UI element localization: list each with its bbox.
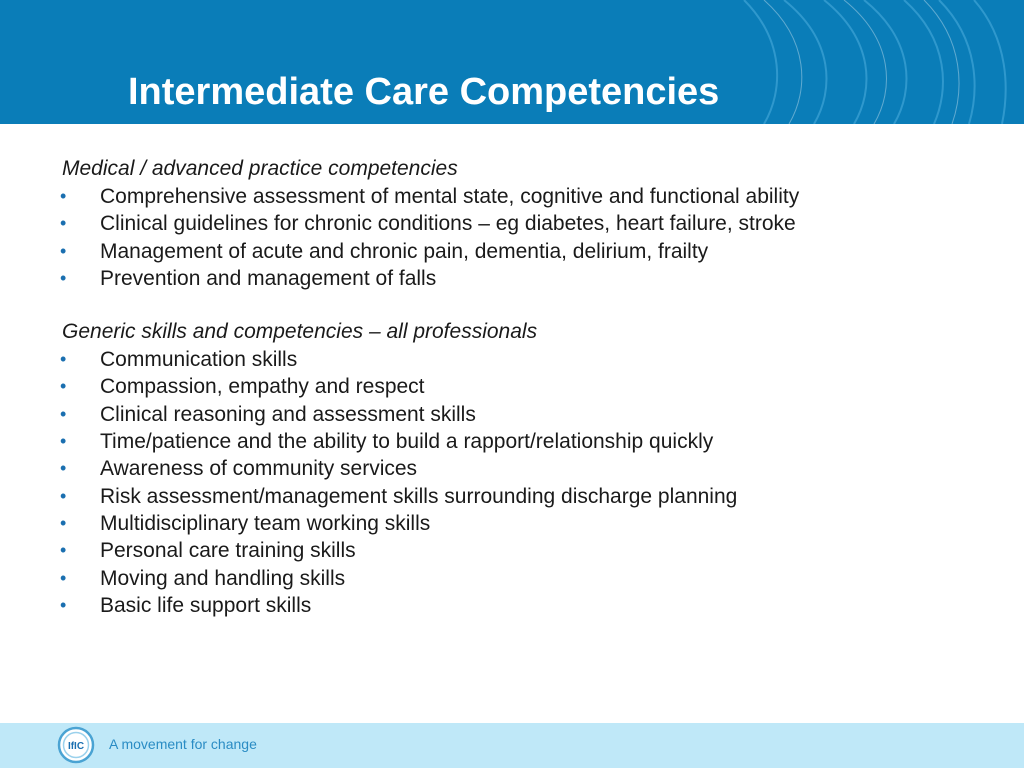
list-item: • Clinical reasoning and assessment skills — [62, 401, 992, 428]
bullet-icon: • — [60, 186, 67, 206]
bullet-icon: • — [60, 540, 67, 561]
ific-logo-icon — [57, 726, 95, 764]
footer-tagline: A movement for change — [109, 736, 257, 752]
bullet-icon: • — [60, 485, 67, 506]
bullet-icon: • — [60, 349, 67, 370]
list-item: • Multidisciplinary team working skills — [62, 510, 992, 537]
section-heading-generic: Generic skills and competencies – all professionals — [62, 320, 538, 344]
list-item: • Comprehensive assessment of mental state, cognitive and functional ability — [62, 183, 992, 210]
bullet-icon: • — [60, 594, 67, 615]
list-item: • Personal care training skills — [62, 537, 992, 564]
list-item: • Clinical guidelines for chronic conditions – eg diabetes, heart failure, stroke — [62, 210, 992, 237]
medical-competencies-list — [62, 183, 992, 292]
bullet-icon: • — [60, 267, 67, 288]
list-item: • Prevention and management of falls — [62, 265, 992, 292]
bullet-icon: • — [60, 240, 67, 261]
list-item: • Communication skills — [62, 346, 992, 373]
bullet-icon: • — [60, 376, 67, 397]
list-item: • Compassion, empathy and respect — [62, 373, 992, 400]
bullet-icon: • — [60, 458, 67, 479]
bullet-icon: • — [60, 431, 67, 452]
generic-skills-list — [62, 346, 992, 619]
list-item: • Awareness of community services — [62, 455, 992, 482]
list-item: • Management of acute and chronic pain, dementia, delirium, frailty — [62, 238, 992, 265]
decorative-swoosh — [724, 0, 1024, 124]
header-banner — [0, 0, 1024, 124]
section-heading-medical: Medical / advanced practice competencies — [62, 157, 458, 180]
list-item: • Time/patience and the ability to build a rapport/relationship quickly — [62, 428, 992, 455]
list-item: • Risk assessment/management skills surrounding discharge planning — [62, 483, 992, 510]
slide-title: Intermediate Care Competencies — [128, 71, 720, 113]
bullet-icon: • — [60, 512, 67, 533]
slide-content — [62, 155, 992, 619]
bullet-icon: • — [60, 403, 67, 424]
bullet-icon: • — [60, 567, 67, 588]
list-item: • Moving and handling skills — [62, 565, 992, 592]
bullet-icon: • — [60, 213, 67, 234]
svg-text:IfIC: IfIC — [67, 741, 85, 752]
footer-bar — [0, 723, 1024, 768]
list-item: • Basic life support skills — [62, 592, 992, 619]
